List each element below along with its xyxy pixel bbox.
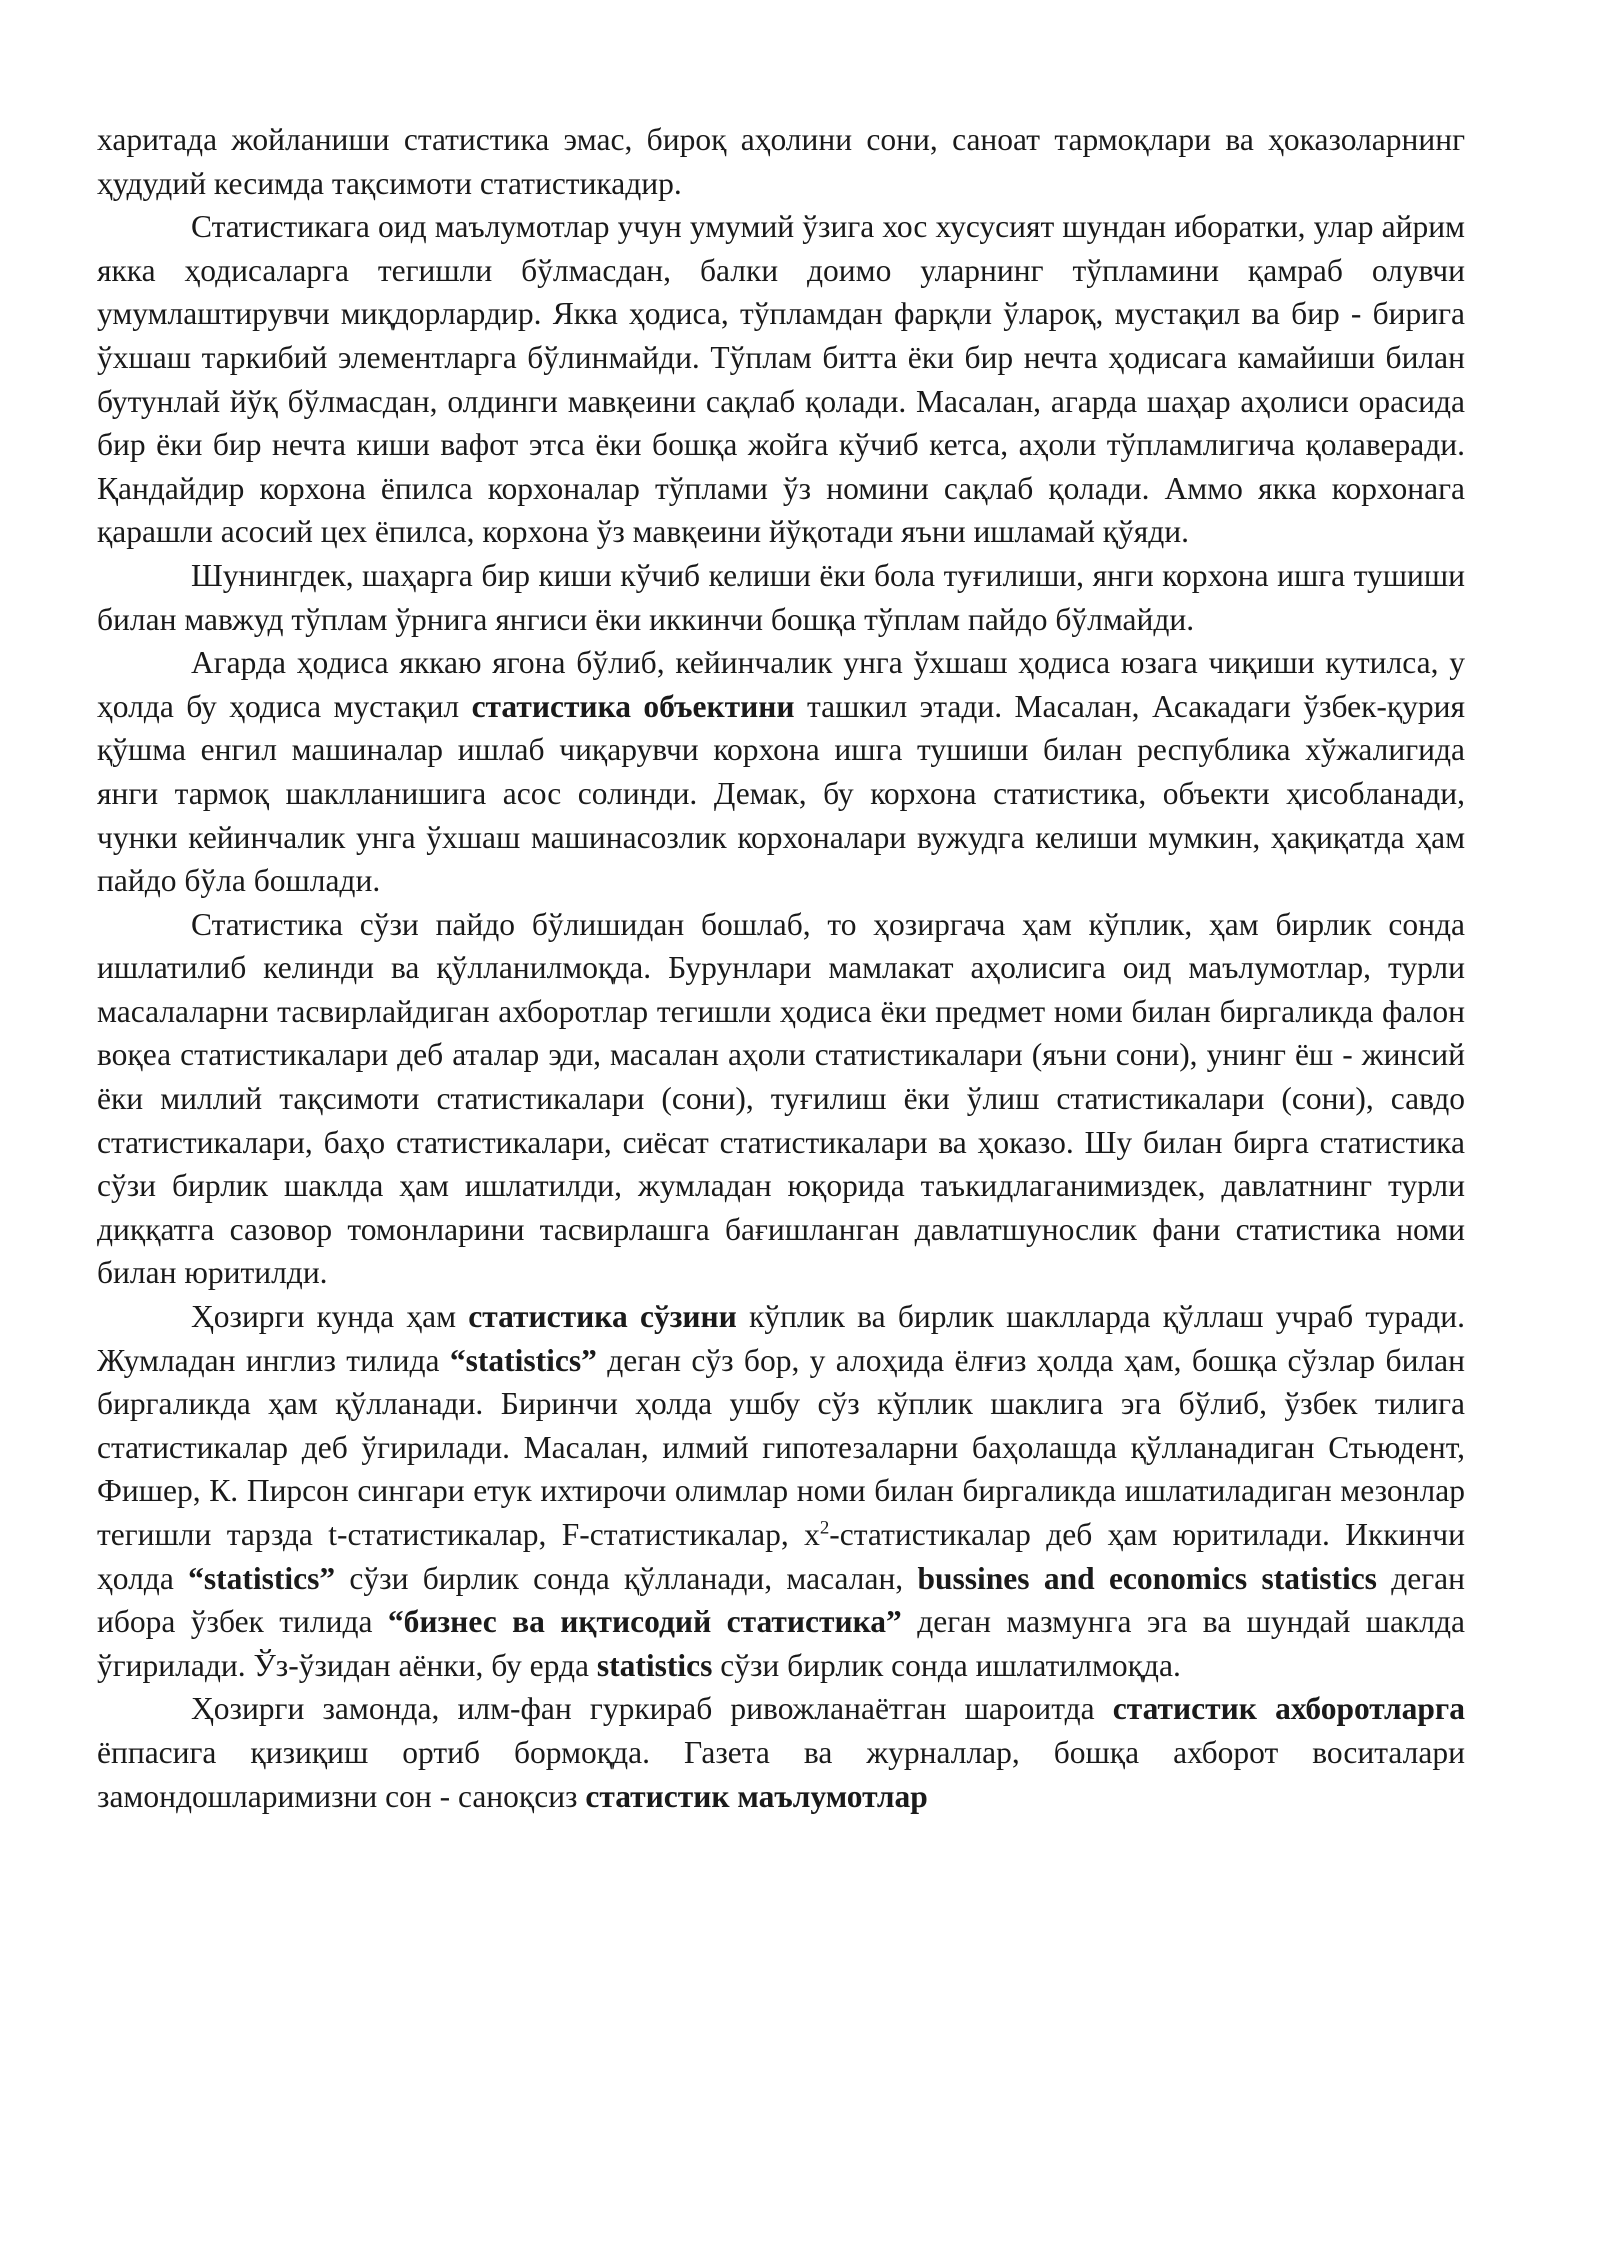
paragraph-text: -статистикалар деб ҳам юритилади. Иккинчи ҳолда <box>97 1517 1465 1596</box>
paragraph-text: Статистика сўзи пайдо бўлишидан бошлаб, то ҳозиргача ҳам кўплик, ҳам бирлик сонда ишлатилиб келинди ва қўлланилмоқда. Бурунлари мамлакат аҳолисига оид маълумотлар, турли масалаларни тасвирлайдиган ахборотлар тегишли ҳодиса ёки предмет номи билан биргаликда фалон воқеа статистикалари деб аталар эди, масалан аҳоли статистикалари (яъни сони), унинг ёш - жинсий ёки миллий тақсимоти статистикалари (сони), туғилиш ёки ўлиш статистикалари (сони), савдо статистикалари, баҳо статистикалари, сиёсат статистикалари ва ҳоказо. Шу билан бирга статистика сўзи бирлик шаклда ҳам ишлатилди, жумладан юқорида таъкидлаганимиздек, давлатнинг турли диққатга сазовор томонларини тасвирлашга бағишланган давлатшунослик фани статистика номи билан юритилди. <box>97 906 1465 1291</box>
paragraph-text: деган мазмунга эга ва шундай шаклда ўгирилади. Ўз-ўзидан аёнки, бу ерда <box>97 1604 1465 1683</box>
paragraph-text: сўзи бирлик сонда қўлланади, масалан, <box>335 1560 918 1596</box>
bold-term: “бизнес ва иқтисодий статистика” <box>387 1604 902 1640</box>
paragraph-4 <box>97 641 1465 903</box>
bold-term: “statistics” <box>188 1560 336 1596</box>
paragraph-3 <box>97 554 1465 641</box>
paragraph-text: кўплик ва бирлик шаклларда қўллаш учраб туради. Жумладан инглиз тилида <box>97 1299 1465 1378</box>
paragraph-text: Статистикага оид маълумотлар учун умумий ўзига хос хусусият шундан иборатки, улар айрим якка ҳодисаларга тегишли бўлмасдан, балки доимо уларнинг тўпламини қамраб олувчи умумлаштирувчи миқдорлардир. Якка ҳодиса, тўпламдан фарқли ўлароқ, мустақил ва бир - бирига ўхшаш таркибий элементларга бўлинмайди. Тўплам битта ёки бир нечта ҳодисага камайиши билан бутунлай йўқ бўлмасдан, олдинги мавқеини сақлаб қолади. Масалан, агарда шаҳар аҳолиси орасида бир ёки бир нечта киши вафот этса ёки бошқа жойга кўчиб кетса, аҳоли тўпламлигича қолаверади. Қандайдир корхона ёпилса корхоналар тўплами ўз номини сақлаб қолади. Аммо якка корхонага қарашли асосий цех ёпилса, корхона ўз мавқеини йўқотади яъни ишламай қўяди. <box>97 209 1465 550</box>
paragraph-1 <box>97 118 1465 205</box>
document-page <box>97 118 1465 1818</box>
paragraph-text: Ҳозирги кунда ҳам <box>191 1299 469 1335</box>
paragraph-text: Ҳозирги замонда, илм-фан гуркираб ривожланаётган шароитда <box>191 1691 1113 1727</box>
paragraph-text: деган ибора ўзбек тилида <box>97 1560 1466 1640</box>
paragraph-text: сўзи бирлик сонда ишлатилмоқда. <box>712 1647 1181 1683</box>
paragraph-text: Шунингдек, шаҳарга бир киши кўчиб келиши ёки бола туғилиши, янги корхона ишга тушиши билан мавжуд тўплам ўрнига янгиси ёки иккинчи бошқа тўплам пайдо бўлмайди. <box>97 557 1465 637</box>
superscript: 2 <box>819 1517 830 1539</box>
bold-term: статистика сўзини <box>468 1299 737 1335</box>
paragraph-text: ташкил этади. Масалан, Асакадаги ўзбек-қурия қўшма енгил машиналар ишлаб чиқарувчи корхона ишга тушиши билан республика хўжалигида янги тармоқ шаклланишига асос солинди. Демак, бу корхона статистика, объекти ҳисобланади, чунки кейинчалик унга ўхшаш машинасозлик корхоналари вужудга келиши мумкин, ҳақиқатда ҳам пайдо бўла бошлади. <box>97 688 1466 899</box>
paragraph-2 <box>97 205 1465 554</box>
bold-term: статистика объектини <box>471 688 795 724</box>
paragraph-text: харитада жойланиши статистика эмас, бироқ аҳолини сони, саноат тармоқлари ва ҳоказоларнинг ҳудудий кесимда тақсимоти статистикадир. <box>97 122 1465 201</box>
paragraph-text: ёппасига қизиқиш ортиб бормоқда. Газета ва журналлар, бошқа ахборот воситалари замондошларимизни сон - саноқсиз <box>97 1734 1465 1814</box>
paragraph-text: Агарда ҳодиса яккаю ягона бўлиб, кейинчалик унга ўхшаш ҳодиса юзага чиқиши кутилса, у ҳолда бу ҳодиса мустақил <box>97 645 1465 724</box>
paragraph-text: деган сўз бор, у алоҳида ёлғиз ҳолда ҳам, бошқа сўзлар билан биргаликда ҳам қўлланади. Биринчи ҳолда ушбу сўз кўплик шаклига эга бўлиб, ўзбек тилига статистикалар деб ўгирилади. Масалан, илмий гипотезаларни баҳолашда қўлланадиган Стьюдент, Фишер, К. Пирсон сингари етук ихтирочи олимлар номи билан биргаликда ишлатиладиган мезонлар тегишли тарзда t-статистикалар, F-статистикалар, x <box>97 1342 1465 1552</box>
paragraph-6 <box>97 1295 1465 1687</box>
bold-term: статистик ахборотларга <box>1112 1691 1465 1727</box>
paragraph-7 <box>97 1687 1465 1818</box>
paragraph-5 <box>97 903 1465 1295</box>
bold-term: статистик маълумотлар <box>585 1778 928 1814</box>
bold-term: bussines and economics statistics <box>917 1560 1377 1596</box>
bold-term: statistics <box>596 1647 713 1683</box>
bold-term: “statistics” <box>449 1342 597 1378</box>
